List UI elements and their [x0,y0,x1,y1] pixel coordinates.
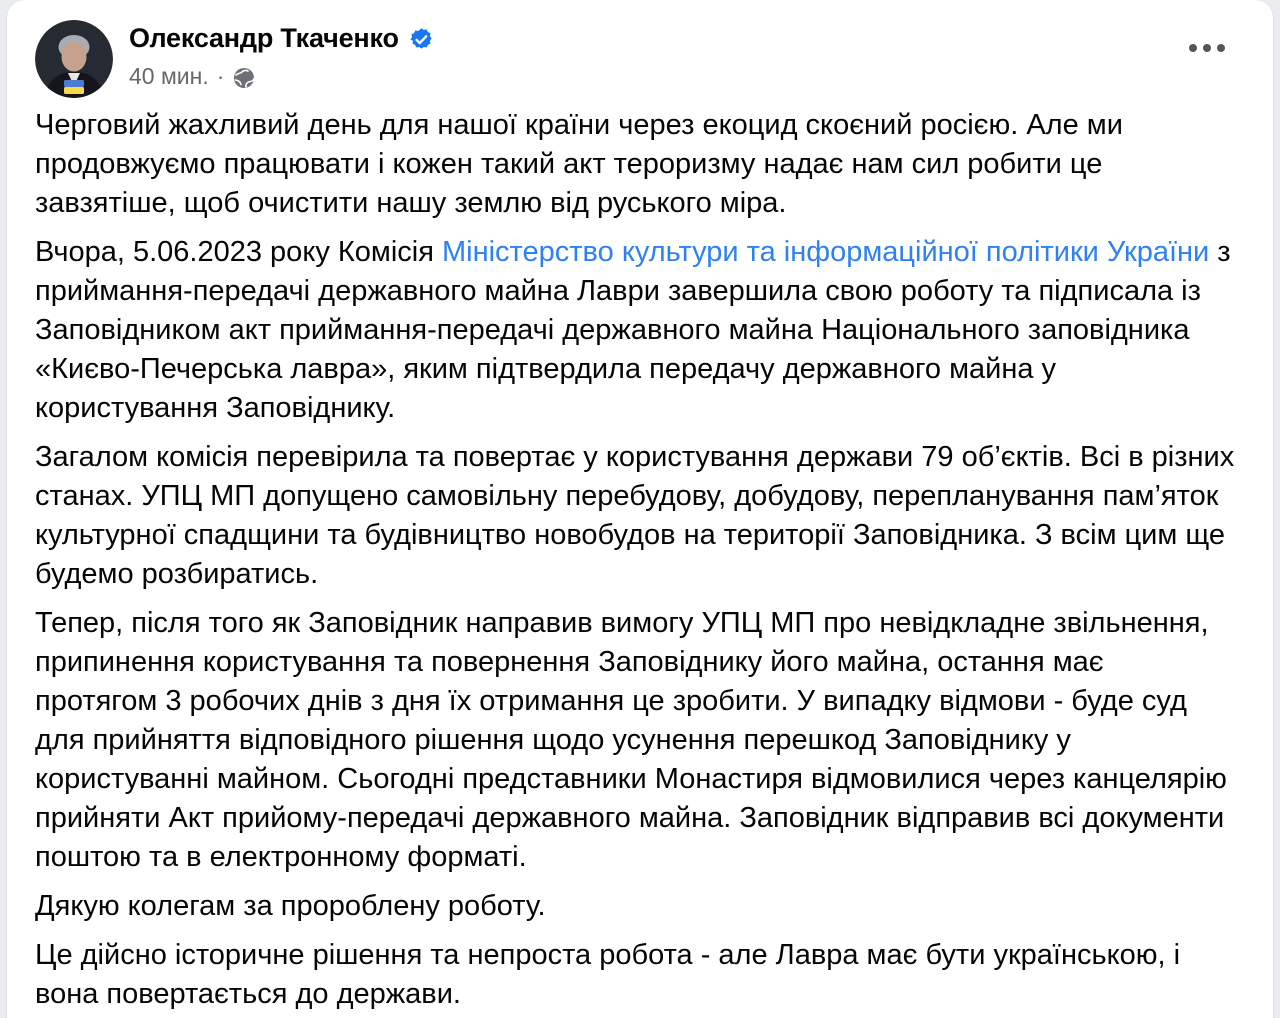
post-text [35,106,1251,1018]
post-line [35,643,1251,682]
avatar[interactable] [35,20,113,98]
post-paragraph [35,887,1251,926]
three-dots-menu-icon [1189,44,1197,52]
post-paragraph [35,604,1251,877]
post-line [35,887,1251,926]
verified-badge-icon [409,27,434,52]
header-meta [129,20,434,90]
post-text-span: протягом 3 робочих днів з дня їх отримання це зробити. У випадку відмови - буде суд [35,685,1187,717]
post-paragraph [35,438,1251,594]
profile-photo-with-ukraine-flag [35,20,113,98]
post-line [35,477,1251,516]
post-line [35,389,1251,428]
post-text-span: користуванні майном. Сьогодні представники Монастиря відмовилися через канцелярію [35,763,1227,795]
post-text-span: для прийняття відповідного рішення щодо усунення перешкод Заповіднику у [35,724,1071,756]
post-text-span: Тепер, після того як Заповідник направив вимогу УПЦ МП про невідкладне звільнення, [35,607,1209,639]
public-globe-icon [232,66,256,90]
post-text-span: вона повертається до держави. [35,978,461,1010]
post-text-span: користування Заповіднику. [35,392,396,424]
post-text-span: Вчора, 5.06.2023 року Комісія [35,236,442,268]
post-text-span: Дякую колегам за пророблену роботу. [35,890,546,922]
author-name[interactable]: Олександр Ткаченко [129,23,399,53]
post-line [35,975,1251,1014]
post-text-span: прийняти Акт прийому-передачі державного майна. Заповідник відправив всі документи [35,802,1225,834]
post-line [35,555,1251,594]
post-text-span: «Києво-Печерська лавра», яким підтвердила передачу державного майна у [35,353,1057,385]
post-line [35,604,1251,643]
post-line [35,350,1251,389]
post-paragraph [35,233,1251,428]
post-line [35,838,1251,877]
post-paragraph [35,106,1251,223]
post-line [35,233,1251,272]
post-line [35,760,1251,799]
meta-separator: · [216,63,225,89]
post-header [35,20,434,98]
post-text-span: культурної спадщини та будівництво новобудов на території Заповідника. З всім цим ще [35,519,1226,551]
post-paragraph [35,936,1251,1014]
post-line [35,106,1251,145]
post-text-span: Це дійсно історичне рішення та непроста робота - але Лавра має бути українською, і [35,939,1181,971]
post-line [35,272,1251,311]
post-line [35,184,1251,223]
post-text-span: з [1209,236,1231,268]
post-text-span: продовжуємо працювати і кожен такий акт тероризму надає нам сил робити це [35,148,1103,180]
post-text-span: Загалом комісія перевірила та повертає у користування держави 79 об’єктів. Всі в різних [35,441,1235,473]
post-text-span: приймання-передачі державного майна Лаври завершила свою роботу та підписала із [35,275,1201,307]
ministry-page-link[interactable]: Міністерство культури та інформаційної політики України [442,236,1210,268]
post-text-span: станах. УПЦ МП допущено самовільну перебудову, добудову, перепланування пам’яток [35,480,1219,512]
post-line [35,682,1251,721]
post-meta-row [129,63,434,90]
post-options-button[interactable] [1183,34,1231,62]
post-line [35,799,1251,838]
three-dots-menu-icon [1217,44,1225,52]
three-dots-menu-icon [1203,44,1211,52]
post-line [35,311,1251,350]
post-text-span: Черговий жахливий день для нашої країни через екоцид скоєний росією. Але ми [35,109,1123,141]
post-line [35,145,1251,184]
post-line [35,516,1251,555]
post-text-span: завзятіше, щоб очистити нашу землю від руського міра. [35,187,787,219]
post-card [7,0,1273,1018]
post-text-span: Заповідником акт приймання-передачі державного майна Національного заповідника [35,314,1190,346]
post-text-span: будемо розбиратись. [35,558,319,590]
post-line [35,936,1251,975]
post-text-span: поштою та в електронному форматі. [35,841,527,873]
post-line [35,438,1251,477]
post-text-span: припинення користування та повернення Заповіднику його майна, остання має [35,646,1104,678]
post-line [35,721,1251,760]
timestamp[interactable]: 40 мин. [129,63,209,89]
